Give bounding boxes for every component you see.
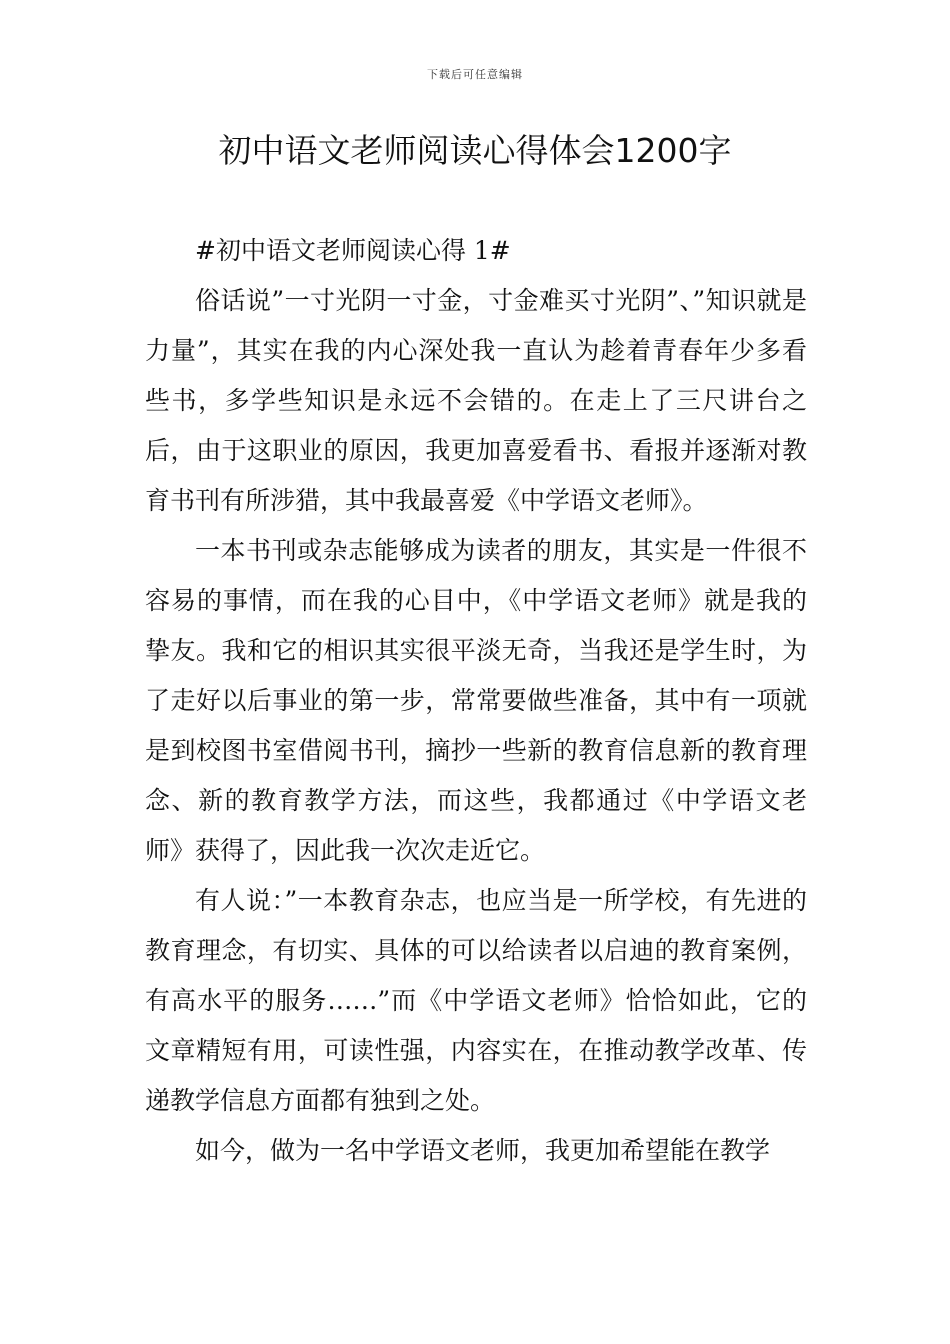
paragraph-4: 如今，做为一名中学语文老师，我更加希望能在教学 [195,1136,771,1165]
document-title: 初中语文老师阅读心得体会1200字 [218,131,732,170]
header-note: 下载后可任意编辑 [427,68,523,81]
paragraph-1: 俗话说”一寸光阴一寸金，寸金难买寸光阴”、”知识就是力量”，其实在我的内心深处我一直认为趁着青春年少多看些书，多学些知识是永远不会错的。在走上了三尺讲台之后，由于这职业的原因，我更加喜爱看书、看报并逐渐对教育书刊有所涉猎，其中我最喜爱《中学语文老师》。 [145,286,807,515]
paragraph-3: 有人说：”一本教育杂志，也应当是一所学校，有先进的教育理念，有切实、具体的可以给读者以启迪的教育案例，有高水平的服务……”而《中学语文老师》恰恰如此，它的文章精短有用，可读性强，内容实在，在推动教学改革、传递教学信息方面都有独到之处。 [145,886,807,1115]
paragraph-2: 一本书刊或杂志能够成为读者的朋友，其实是一件很不容易的事情，而在我的心目中，《中学语文老师》就是我的挚友。我和它的相识其实很平淡无奇，当我还是学生时，为了走好以后事业的第一步，常常要做些准备，其中有一项就是到校图书室借阅书刊，摘抄一些新的教育信息新的教育理念、新的教育教学方法，而这些，我都通过《中学语文老师》获得了，因此我一次次走近它。 [145,536,807,865]
section-heading: #初中语文老师阅读心得 1# [195,236,511,265]
document-body [145,226,807,1176]
